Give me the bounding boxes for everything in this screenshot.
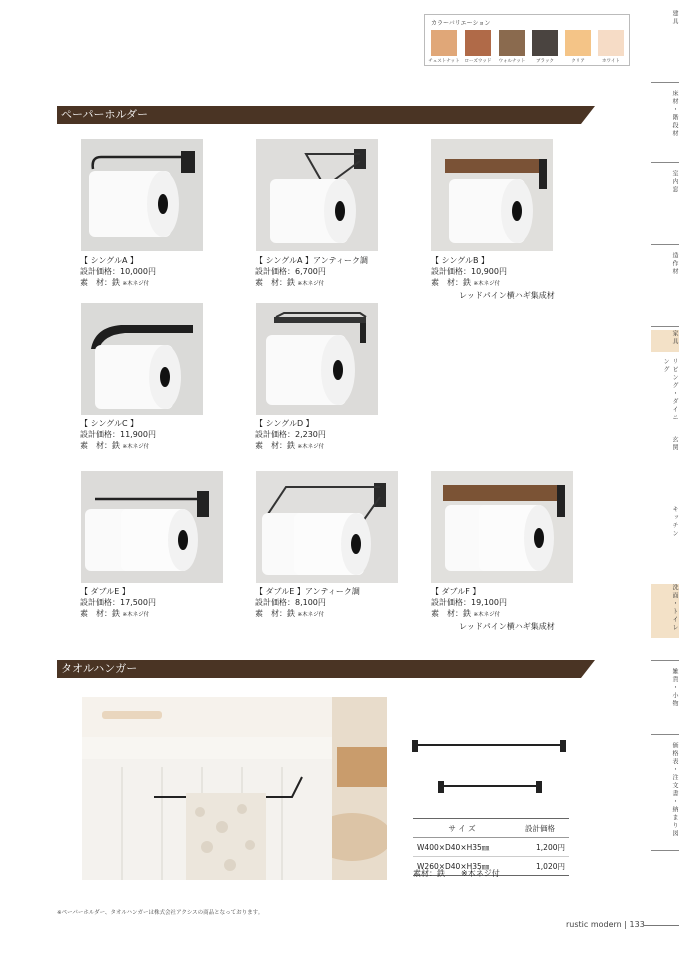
- swatch-label: ブラック: [536, 59, 554, 64]
- sidebar-tab-label: 玄関: [671, 436, 678, 452]
- swatch-chestnut[interactable]: [431, 30, 457, 56]
- product-material: 素 材：鉄: [431, 609, 471, 618]
- color-variation-box: [424, 14, 630, 66]
- product-photo-single-a[interactable]: [81, 139, 203, 251]
- sidebar-tab-washroom-toilet[interactable]: [651, 584, 679, 638]
- paper-holder-single-a-image: [81, 139, 203, 251]
- paper-holder-single-d-image: [256, 303, 378, 415]
- product-info-double-e: [80, 586, 156, 621]
- sidebar-divider: [651, 850, 679, 851]
- sidebar-tab-label: 建具: [671, 10, 678, 26]
- swatch-black[interactable]: [532, 30, 558, 56]
- product-price: 設計価格：10,900円: [431, 267, 507, 276]
- product-photo-single-b[interactable]: [431, 139, 553, 251]
- sidebar-tab-fittings[interactable]: [651, 10, 679, 72]
- product-info-single-b: [431, 255, 555, 301]
- towel-bar-drawings: [410, 738, 570, 798]
- product-photo-double-f[interactable]: [431, 471, 573, 583]
- product-name: 【 ダブルF 】: [431, 587, 481, 596]
- footer-rule: [644, 925, 679, 926]
- spec-size: W400×D40×H35㎜: [417, 842, 490, 852]
- swatch-label: ウォルナット: [498, 59, 526, 64]
- product-price: 設計価格：17,500円: [80, 598, 156, 607]
- spec-size: W260×D40×H35㎜: [417, 861, 490, 871]
- towel-bar-w400: [412, 740, 566, 752]
- sidebar-tab-label: 造作材: [671, 252, 678, 276]
- section-title: ペーパーホルダー: [61, 108, 149, 121]
- product-note: ※木ネジ付: [473, 612, 501, 618]
- sidebar-tab-entrance[interactable]: [651, 436, 679, 476]
- product-material: 素 材：鉄: [80, 278, 120, 287]
- sidebar-divider: [651, 82, 679, 83]
- section-title: タオルハンガー: [61, 662, 138, 675]
- product-extra: レッドパイン横ハギ集成材: [459, 622, 555, 631]
- product-photo-single-d[interactable]: [256, 303, 378, 415]
- sidebar-tab-label: 価格表・注文書・納まり図: [671, 742, 678, 838]
- sidebar-tab-label: 家具: [671, 330, 678, 346]
- product-photo-double-e[interactable]: [81, 471, 223, 583]
- paper-holder-single-b-image: [431, 139, 553, 251]
- product-name: 【 シングルD 】: [255, 419, 314, 428]
- product-material: 素 材：鉄: [80, 609, 120, 618]
- product-note: ※木ネジ付: [297, 444, 325, 450]
- product-price: 設計価格：8,100円: [255, 598, 326, 607]
- product-note: ※木ネジ付: [297, 612, 325, 618]
- sidebar-tab-interior-window[interactable]: [651, 170, 679, 236]
- spec-header-price: 設計価格: [525, 823, 555, 833]
- swatch-clear[interactable]: [565, 30, 591, 56]
- product-name: 【 シングルB 】: [431, 256, 489, 265]
- footnote: ※ペーパーホルダー、タオルハンガーは株式会社アクシスの商品となっております。: [57, 910, 264, 916]
- sidebar-tab-label: 雑貨・小物: [671, 668, 678, 708]
- sidebar-tab-flooring[interactable]: [651, 90, 679, 156]
- product-photo-single-a-antique[interactable]: [256, 139, 378, 251]
- sidebar-tab-label: 床材・階段材: [671, 90, 678, 138]
- product-material: 素 材：鉄: [431, 278, 471, 287]
- sidebar-tab-furniture[interactable]: [651, 330, 679, 352]
- product-extra: レッドパイン横ハギ集成材: [459, 291, 555, 300]
- product-info-double-f: [431, 586, 555, 632]
- sidebar-tab-living-dining[interactable]: [651, 358, 679, 428]
- sidebar-tab-millwork[interactable]: [651, 252, 679, 318]
- product-info-single-c: [80, 418, 156, 453]
- product-name: 【 ダブルE 】: [80, 587, 130, 596]
- product-price: 設計価格：10,000円: [80, 267, 156, 276]
- product-price: 設計価格：19,100円: [431, 598, 507, 607]
- product-note: ※木ネジ付: [122, 281, 150, 287]
- product-note: ※木ネジ付: [122, 444, 150, 450]
- product-photo-double-e-antique[interactable]: [256, 471, 398, 583]
- sidebar-divider: [651, 244, 679, 245]
- product-material: 素 材：鉄: [80, 441, 120, 450]
- page-footer: [566, 920, 645, 929]
- swatch-white[interactable]: [598, 30, 624, 56]
- product-info-single-a: [80, 255, 156, 290]
- product-material: 素 材：鉄: [255, 609, 295, 618]
- paper-holder-single-c-image: [81, 303, 203, 415]
- product-name: 【 シングルC 】: [80, 419, 139, 428]
- towel-bar-w260: [438, 781, 542, 793]
- color-variation-title: カラーバリエーション: [431, 20, 491, 27]
- paper-holder-single-a-antique-image: [256, 139, 378, 251]
- product-name: 【 ダブルE 】アンティーク調: [255, 587, 360, 596]
- sidebar-divider: [651, 326, 679, 327]
- footer-divider: |: [624, 920, 630, 929]
- towel-hanger-scene-image: [82, 697, 387, 880]
- sidebar-tab-label: 洗面・トイレ: [671, 584, 678, 632]
- paper-holder-double-e-antique-image: [256, 471, 398, 583]
- towel-hanger-scene-photo[interactable]: [82, 697, 387, 880]
- product-photo-single-c[interactable]: [81, 303, 203, 415]
- spec-price: 1,020円: [536, 861, 565, 871]
- sidebar-tab-label: 室内窓: [671, 170, 678, 194]
- swatch-label: ホワイト: [602, 59, 620, 64]
- product-note: ※木ネジ付: [122, 612, 150, 618]
- sidebar-tab-price-list[interactable]: [651, 742, 679, 842]
- sidebar-tab-label: キッチン: [671, 506, 678, 538]
- spec-price: 1,200円: [536, 842, 565, 852]
- section-header-paper-holder: [57, 106, 581, 124]
- product-name: 【 シングルA 】アンティーク調: [255, 256, 368, 265]
- towel-hanger-material: 素材：鉄 ※木ネジ付: [413, 869, 500, 878]
- product-material: 素 材：鉄: [255, 441, 295, 450]
- product-info-single-a-antique: [255, 255, 368, 290]
- product-info-single-d: [255, 418, 326, 453]
- product-material: 素 材：鉄: [255, 278, 295, 287]
- sidebar-tab-label: リビング・ダイニング: [662, 358, 678, 422]
- product-note: ※木ネジ付: [473, 281, 501, 287]
- product-name: 【 シングルA 】: [80, 256, 138, 265]
- product-note: ※木ネジ付: [297, 281, 325, 287]
- swatch-label: クリア: [571, 59, 585, 64]
- swatch-walnut[interactable]: [499, 30, 525, 56]
- product-price: 設計価格：6,700円: [255, 267, 326, 276]
- product-info-double-e-antique: [255, 586, 360, 621]
- swatch-label: チェストナット: [428, 59, 460, 64]
- sidebar-divider: [651, 162, 679, 163]
- product-price: 設計価格：2,230円: [255, 430, 326, 439]
- paper-holder-double-f-image: [431, 471, 573, 583]
- swatch-label: ローズウッド: [464, 59, 492, 64]
- swatch-rosewood[interactable]: [465, 30, 491, 56]
- sidebar-tab-goods[interactable]: [651, 668, 679, 728]
- product-price: 設計価格：11,900円: [80, 430, 156, 439]
- paper-holder-double-e-image: [81, 471, 223, 583]
- page-number: 133: [629, 920, 645, 929]
- section-header-towel-hanger: [57, 660, 581, 678]
- footer-brand: rustic modern: [566, 920, 622, 929]
- spec-header-size: サ イ ズ: [448, 823, 476, 833]
- sidebar-divider: [651, 734, 679, 735]
- sidebar-tab-kitchen[interactable]: [651, 506, 679, 546]
- sidebar-divider: [651, 660, 679, 661]
